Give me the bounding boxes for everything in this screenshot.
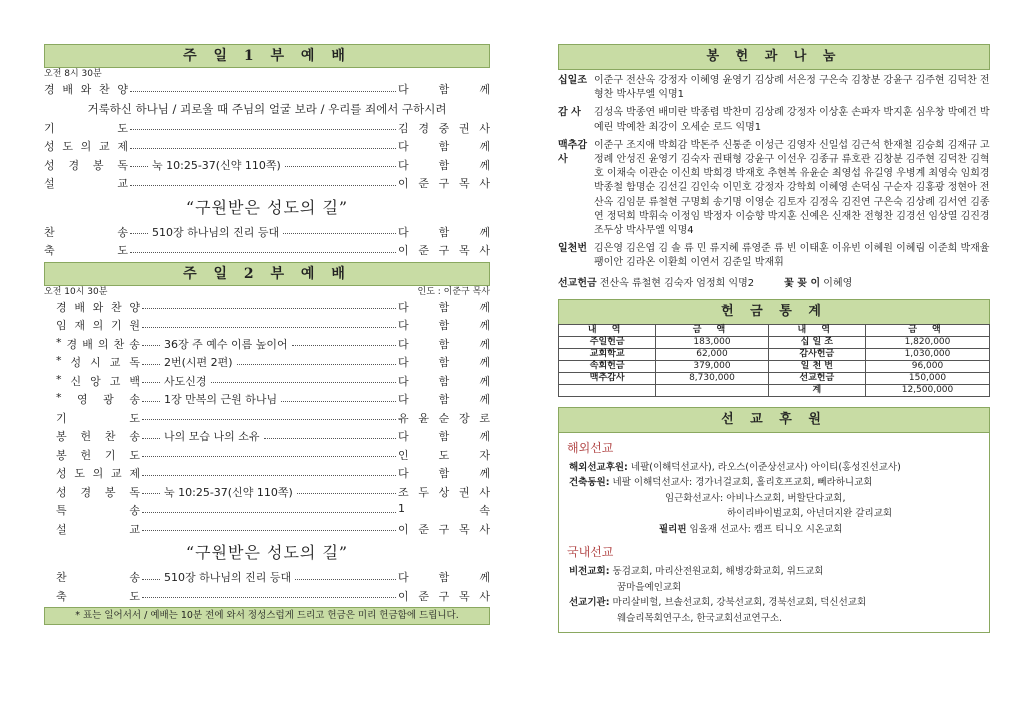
stats-item: 십 일 조 — [768, 336, 865, 348]
service2-time — [44, 286, 490, 298]
mission-key: 선교기관: — [569, 597, 610, 609]
stats-table — [558, 324, 990, 397]
leader-dots — [142, 597, 396, 598]
overseas-list — [559, 460, 989, 538]
stats-section — [558, 299, 990, 397]
leader-dots — [142, 382, 160, 383]
offering-names: 김은영 김은엽 김 솔 류 민 류지혜 류영준 류 빈 이태훈 이유빈 이혜원 이혜림 이준희 박재율 팽이안 김라온 이환희 이연서 김준일 박재휘 — [594, 243, 990, 269]
leader-dots — [237, 364, 396, 365]
mission-row — [559, 611, 989, 627]
order-person: 다 함 께 — [398, 225, 490, 239]
stats-item: 선교헌금 — [768, 372, 865, 384]
stats-item: 속회헌금 — [559, 360, 656, 372]
order-detail: 510장 하나님의 진리 등대 — [152, 225, 280, 239]
overseas-title: 해외선교 — [567, 440, 614, 455]
order-row — [44, 80, 490, 99]
right-column — [558, 44, 990, 633]
order-row — [44, 372, 490, 391]
order-label: 찬 송 — [56, 571, 140, 585]
service2-time-text: 오전 10시 30분 — [44, 286, 108, 297]
mission-key: 건축동원: — [569, 477, 610, 489]
order-row — [44, 464, 490, 483]
offering-key: 감 사 — [558, 107, 581, 119]
stats-row — [559, 336, 990, 348]
stats-amount: 62,000 — [656, 348, 768, 360]
leader-dots — [130, 166, 148, 167]
order-person: 다 함 께 — [398, 430, 490, 444]
mission-value: 네팔(이해덕선교사), 라오스(이준상선교사) 아이티(홍성진선교사) — [627, 461, 901, 473]
order-person: 다 함 께 — [398, 83, 490, 97]
mission-offering-names: 전산옥 류철현 김숙자 엄정희 익명2 — [599, 277, 755, 289]
order-detail: 510장 하나님의 진리 등대 — [164, 571, 292, 585]
mission-key: 비전교회: — [569, 566, 610, 578]
order-detail: 사도신경 — [164, 374, 207, 388]
order-row — [44, 298, 490, 317]
stats-header: 금 액 — [656, 324, 768, 336]
leader-dots — [142, 512, 396, 513]
order-label: 축 도 — [44, 244, 128, 258]
order-person: 이 준 구 목 사 — [398, 589, 490, 603]
stats-header: 내 역 — [559, 324, 656, 336]
stats-amount: 150,000 — [865, 372, 989, 384]
service2-sermon: “구원받은 성도의 길” — [185, 543, 349, 562]
order-row — [44, 390, 490, 409]
order-label: 성 도 의 교 제 — [44, 140, 128, 154]
stats-amount: 379,000 — [656, 360, 768, 372]
stats-amount: 183,000 — [656, 336, 768, 348]
order-row — [44, 568, 490, 587]
order-row — [44, 446, 490, 465]
order-label: 봉 헌 찬 송 — [56, 430, 140, 444]
stats-item: 일 천 번 — [768, 360, 865, 372]
mission-offering-key: 선교헌금 — [558, 277, 597, 289]
order-label: 기 도 — [56, 411, 140, 425]
order-person: 1 속 — [398, 502, 490, 518]
offering-key: 맥추감사 — [558, 139, 587, 166]
offering-names: 이준구 전산옥 강정자 이혜영 윤영기 김상례 서은정 구은숙 김창분 강윤구 김주현 김덕찬 전형찬 박사무엘 익명1 — [594, 75, 990, 101]
missions-section — [558, 407, 990, 634]
mission-row — [559, 506, 989, 522]
stats-item: 교회학교 — [559, 348, 656, 360]
domestic-title: 국내선교 — [567, 545, 614, 560]
leader-dots — [285, 166, 396, 167]
order-person: 인 도 자 — [398, 448, 490, 462]
leader-dots — [142, 308, 396, 309]
mission-row — [559, 564, 989, 580]
leader-dots — [142, 401, 160, 402]
service1-verse: 거룩하신 하나님 / 괴로울 때 주님의 얼굴 보라 / 우리를 죄에서 구하시려 — [87, 101, 447, 116]
order-detail: 1장 만복의 근원 하나님 — [164, 393, 278, 407]
offering-names: 김성옥 박종연 배미란 박종렵 박찬미 김상례 강정자 이상훈 손파자 박지훈 심우창 박예건 박예린 박예찬 최강이 오세순 로드 익명1 — [594, 107, 990, 133]
mission-row — [559, 580, 989, 596]
order-label: 찬 송 — [44, 225, 128, 239]
service2-note: * 표는 일어서서 / 예배는 10분 전에 와서 정성스럽게 드리고 헌금은 미리 헌금함에 드립니다. — [44, 607, 490, 625]
stats-amount: 1,030,000 — [865, 348, 989, 360]
order-row — [44, 316, 490, 335]
order-label: 설 교 — [44, 177, 128, 191]
leader-dots — [142, 438, 160, 439]
leader-dots — [142, 364, 160, 365]
stats-item: 맥추감사 — [559, 372, 656, 384]
order-person: 김 경 중 권 사 — [398, 121, 490, 135]
leader-dots — [297, 493, 396, 494]
mission-value: 웨슬리목회연구소, 한국교회선교연구소. — [617, 612, 783, 624]
mission-row — [559, 595, 989, 611]
mission-value: 네팔 이해덕선교사: 경가너걸교회, 홀리호프교회, 뻬라하니교회 — [609, 477, 873, 489]
order-label: 경 배 와 찬 양 — [56, 300, 140, 314]
order-row — [44, 335, 490, 354]
order-row — [44, 483, 490, 502]
service2-leader: 인도 : 이준구 목사 — [417, 286, 490, 297]
leader-dots — [281, 401, 396, 402]
mission-row — [559, 522, 989, 538]
service1-time: 오전 8시 30분 — [44, 69, 102, 79]
order-label: * 성 시 교 독 — [56, 354, 140, 370]
stats-row — [559, 360, 990, 372]
order-person: 조 두 상 권 사 — [398, 485, 490, 499]
service1-order — [44, 80, 490, 260]
mission-value: 마리살비헐, 브솔선교회, 강북선교회, 경북선교회, 덕신선교회 — [609, 597, 867, 609]
leader-dots — [264, 438, 397, 439]
stats-header: 내 역 — [768, 324, 865, 336]
order-detail: 눅 10:25-37(신약 110쪽) — [164, 485, 293, 499]
offering-key: 일천번 — [558, 243, 587, 255]
order-label: * 영 광 송 — [56, 391, 140, 407]
offering-group — [558, 242, 990, 270]
order-label: 특 송 — [56, 504, 140, 518]
left-column — [44, 44, 490, 625]
order-row — [44, 587, 490, 606]
flower-names: 이혜영 — [823, 277, 853, 289]
domestic-list — [559, 564, 989, 626]
order-row — [44, 137, 490, 156]
offering-group — [558, 74, 990, 102]
mission-value: 꿈마을예인교회 — [617, 581, 682, 593]
order-row — [44, 174, 490, 193]
order-person: 다 함 께 — [398, 158, 490, 172]
order-person: 이 준 구 목 사 — [398, 522, 490, 536]
stats-amount: 1,820,000 — [865, 336, 989, 348]
order-label: 성 경 봉 독 — [56, 485, 140, 499]
offering-key: 십일조 — [558, 75, 587, 86]
order-person: 이 준 구 목 사 — [398, 177, 490, 191]
offering-mission-flower — [558, 277, 990, 291]
leader-dots — [142, 530, 396, 531]
offering-list — [558, 74, 990, 271]
stats-amount: 8,730,000 — [656, 372, 768, 384]
offering-names: 이준구 조지애 박희감 박돈주 신통준 이성근 김영자 신일섭 김근석 한재철 김승희 김재규 고정례 안성진 윤영기 김숙자 권태형 강윤구 이선우 김종규 류호관 김창분 김주현 김덕찬 김혁호 이채숙 이관순 이신희 박희경 박재호 추현복 유윤순 최영섭 유길영 우병계 최영숙 임희경 박종철 함명순 김선길 김인숙 이민호 강정자 강학희 이혜영 손덕심 구순자 김홍광 정현아 전산옥 김임문 류철현 구명회 송기명 이영순 김토자 김정옥 김진연 구은숙 김상례 김서연 김종연 정덕희 박휘숙 이정임 박정자 이승향 박지훈 신예은 신재찬 전형찬 김경선 임상열 김진경 조두상 박사무엘 익명4 — [594, 139, 990, 237]
mission-row — [559, 460, 989, 476]
order-row — [44, 119, 490, 138]
leader-dots — [142, 327, 396, 328]
order-person: 다 함 께 — [398, 571, 490, 585]
order-person: 다 함 께 — [398, 140, 490, 154]
stats-row — [559, 348, 990, 360]
leader-dots — [130, 185, 396, 186]
order-label: 기 도 — [44, 121, 128, 135]
order-person: 다 함 께 — [398, 467, 490, 481]
offering-group — [558, 106, 990, 134]
order-row — [44, 520, 490, 539]
order-detail: 2번(시편 2편) — [164, 356, 233, 370]
order-label: 성 도 의 교 제 — [56, 467, 140, 481]
leader-dots — [130, 129, 396, 130]
stats-item — [559, 384, 656, 396]
missions-title: 선 교 후 원 — [559, 408, 989, 433]
mission-value: 하이리바이벌교회, 아넌더지완 갈리교회 — [727, 508, 893, 520]
mission-key: 해외선교후원: — [569, 461, 628, 473]
leader-dots — [130, 148, 396, 149]
leader-dots — [142, 456, 396, 457]
order-label: * 신 앙 고 백 — [56, 372, 140, 388]
leader-dots — [211, 382, 396, 383]
order-row — [44, 409, 490, 428]
stats-title: 헌 금 통 계 — [558, 299, 990, 324]
order-label: 성 경 봉 독 — [44, 158, 128, 172]
order-person: 다 함 께 — [398, 319, 490, 333]
order-detail: 36장 주 예수 이름 높이어 — [164, 337, 288, 351]
leader-dots — [130, 252, 396, 253]
flower-key: 꽃 꽂 이 — [784, 277, 821, 289]
mission-key: 필리핀 — [659, 523, 687, 535]
order-label: 축 도 — [56, 589, 140, 603]
leader-dots — [130, 91, 396, 92]
order-label: 경 배 와 찬 양 — [44, 83, 128, 97]
service2-title: 주 일 2 부 예 배 — [44, 262, 490, 286]
leader-dots — [130, 233, 148, 234]
order-row — [44, 501, 490, 520]
order-label: * 경 배 의 찬 송 — [56, 335, 140, 351]
order-person: 다 함 께 — [398, 374, 490, 388]
mission-value: 동검교회, 마리산전원교회, 해병강화교회, 위드교회 — [609, 566, 824, 578]
leader-dots — [142, 345, 160, 346]
mission-row — [559, 491, 989, 507]
leader-dots — [142, 419, 396, 420]
order-row — [44, 241, 490, 260]
stats-item: 감사헌금 — [768, 348, 865, 360]
order-detail: 나의 모습 나의 소유 — [164, 430, 260, 444]
order-person: 이 준 구 목 사 — [398, 244, 490, 258]
order-row — [44, 156, 490, 175]
leader-dots — [142, 493, 160, 494]
stats-header: 금 액 — [865, 324, 989, 336]
stats-row — [559, 384, 990, 396]
mission-value: 임근화선교사: 아비나스교회, 버할단다교회, — [665, 492, 846, 504]
order-person: 유 윤 순 장 로 — [398, 411, 490, 425]
order-label: 임 재 의 기 원 — [56, 319, 140, 333]
order-person: 다 함 께 — [398, 356, 490, 370]
stats-amount: 96,000 — [865, 360, 989, 372]
leader-dots — [283, 233, 396, 234]
stats-amount: 12,500,000 — [865, 384, 989, 396]
stats-row — [559, 372, 990, 384]
order-person: 다 함 께 — [398, 300, 490, 314]
offering-group — [558, 139, 990, 238]
stats-item: 계 — [768, 384, 865, 396]
leader-dots — [142, 579, 160, 580]
offering-title: 봉 헌 과 나 눔 — [558, 44, 990, 70]
order-label: 설 교 — [56, 522, 140, 536]
stats-item: 주일헌금 — [559, 336, 656, 348]
order-person: 다 함 께 — [398, 337, 490, 351]
order-label: 봉 헌 기 도 — [56, 448, 140, 462]
order-person: 다 함 께 — [398, 393, 490, 407]
mission-value: 임올재 선교사: 캠프 티니오 시온교회 — [686, 523, 843, 535]
order-row — [44, 353, 490, 372]
service1-sermon: “구원받은 성도의 길” — [185, 197, 349, 217]
order-row — [44, 223, 490, 242]
stats-amount — [656, 384, 768, 396]
leader-dots — [292, 345, 396, 346]
order-detail: 눅 10:25-37(신약 110쪽) — [152, 158, 281, 172]
service1-title: 주 일 1 부 예 배 — [44, 44, 490, 68]
mission-row — [559, 475, 989, 491]
leader-dots — [142, 475, 396, 476]
order-row — [44, 427, 490, 446]
leader-dots — [295, 579, 396, 580]
